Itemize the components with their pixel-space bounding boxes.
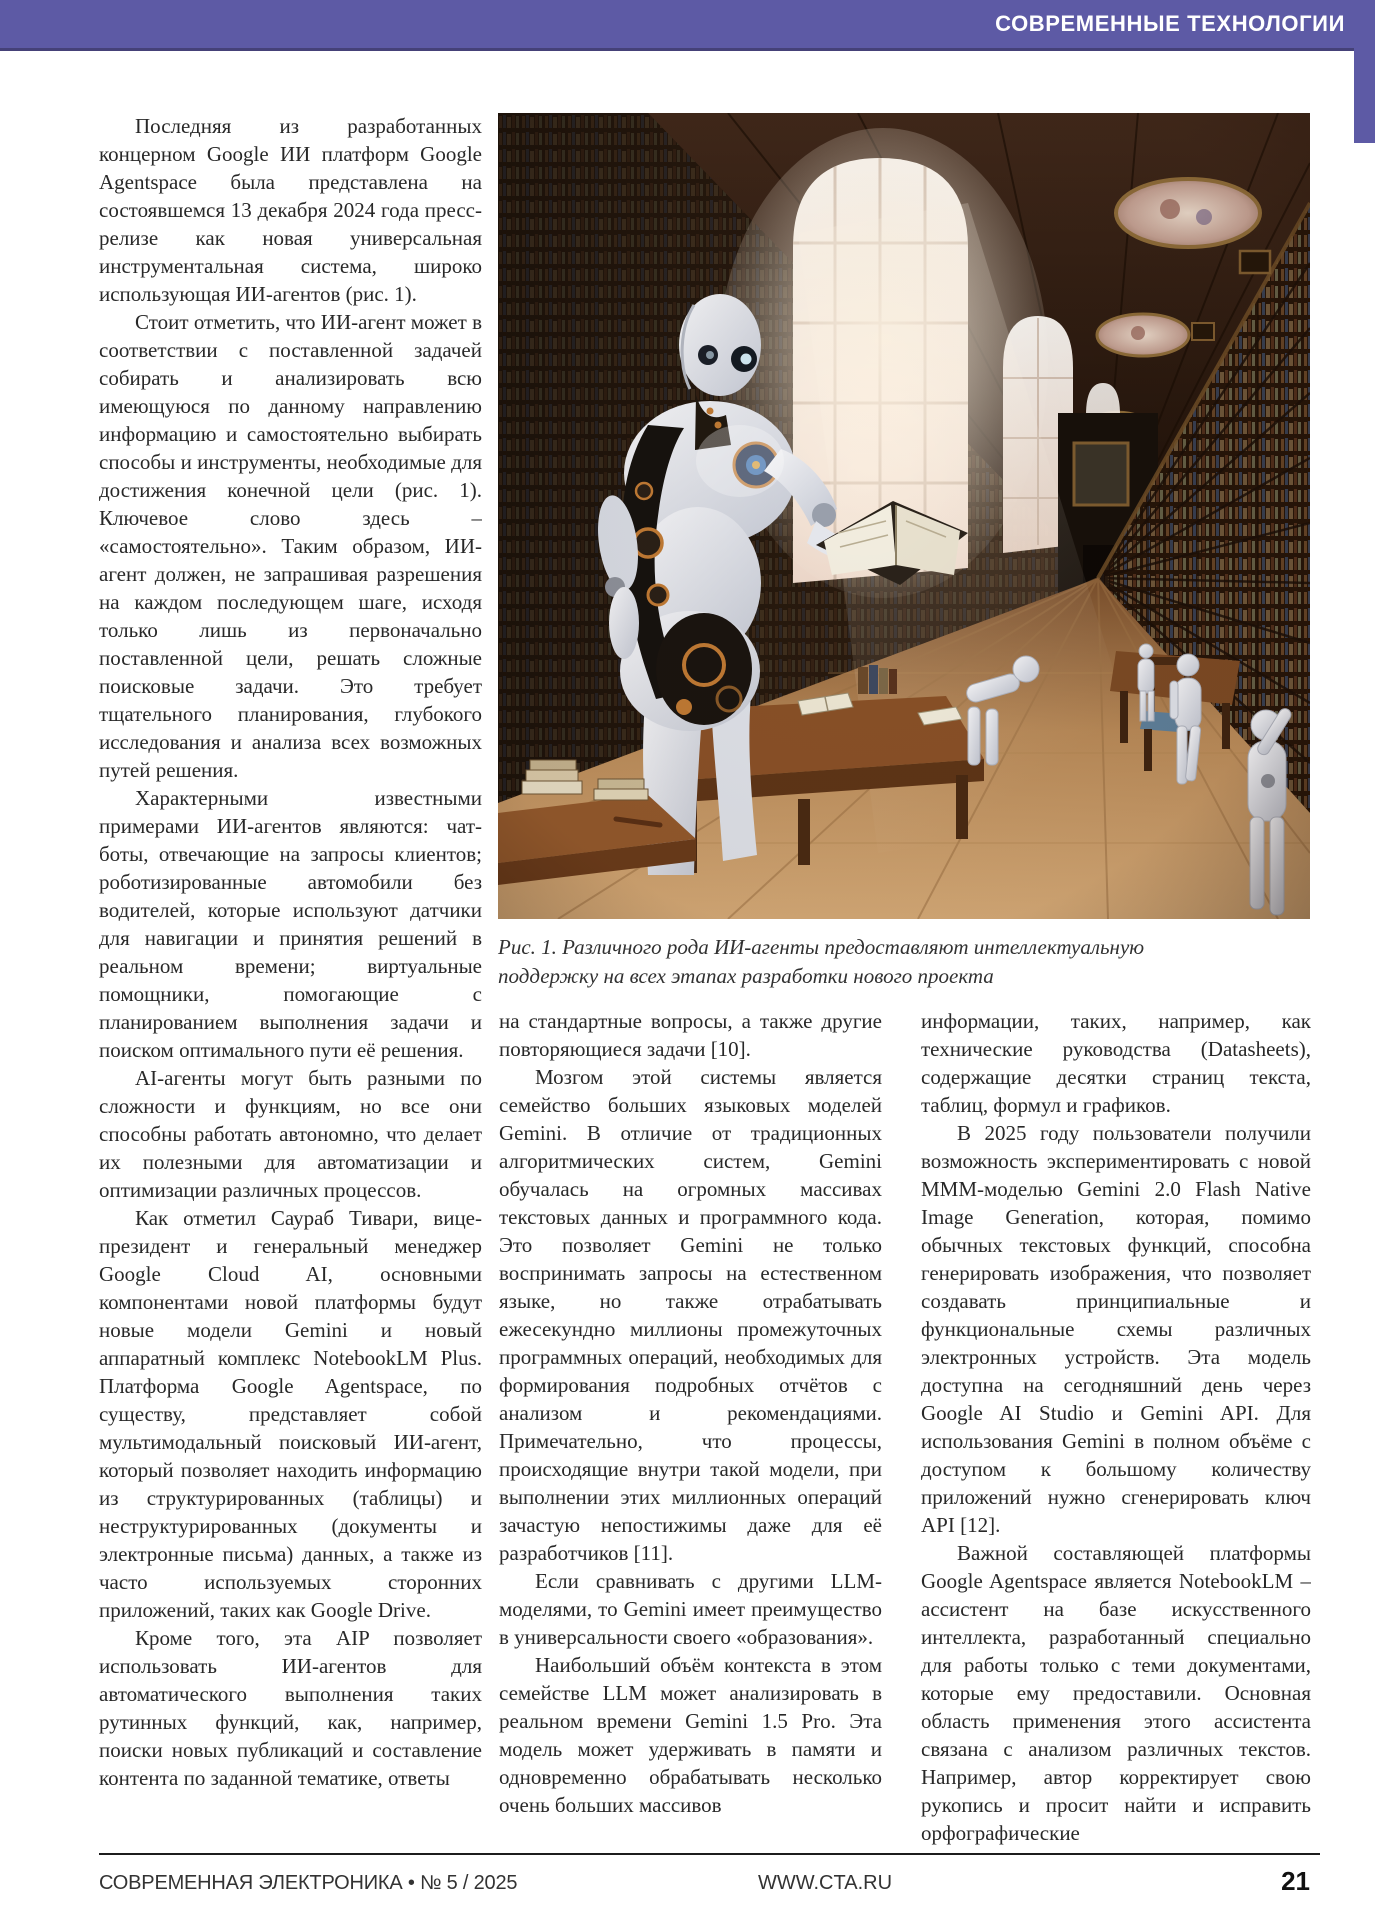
paragraph: Мозгом этой системы является семейство больших языковых моделей Gemini. В отличие от традиционных алгоритмических систем, Gemini обучалась на огромных массивах текстовых данных и программного кода. Это позволяет Gemini не только воспринимать запросы на естественном языке, но также отрабатывать ежесекундно миллионы промежуточных программных операций, необходимых для формирования подробных отчётов с анализом и рекомендациями. Примечательно, что процессы, происходящие внутри такой модели, при выполнении этих миллионных операций зачастую непостижимы даже для её разработчиков [11].: [499, 1065, 882, 1565]
vignette-overlay: [498, 113, 1310, 919]
paragraph: Важной составляющей платформы Google Agentspace является NotebookLM – ассистент на базе искусственного интеллекта, разработанный специально для работы только с теми документами, которые ему предоставили. Основная область применения этого ассистента связана с анализом различных текстов. Например, автор корректирует свою рукопись и просит найти и исправить орфографические: [921, 1541, 1311, 1845]
website-label: WWW.CTA.RU: [757, 1872, 893, 1894]
figure-image-ai-library: [498, 113, 1310, 919]
paragraph: информации, таких, например, как технические руководства (Datasheets), содержащие десятки страниц текста, таблиц, формул и графиков.: [921, 1009, 1311, 1117]
section-header-bar: [0, 0, 1375, 51]
paragraph: на стандартные вопросы, а также другие повторяющиеся задачи [10].: [499, 1009, 882, 1061]
figure-caption: Рис. 1. Различного рода ИИ-агенты предоставляют интеллектуальную поддержку на всех этапах разработки нового проекта: [498, 935, 1145, 988]
text-column-1: [99, 112, 482, 1852]
journal-issue-label: СОВРЕМЕННАЯ ЭЛЕКТРОНИКА • № 5 / 2025: [99, 1872, 518, 1894]
paragraph: Характерными известными примерами ИИ-агентов являются: чат-боты, отвечающие на запросы клиентов; роботизированные автомобили без водителей, которые используют датчики для навигации и принятия решений в реальном времени; виртуальные помощники, помогающие с планированием выполнения задачи и поиском оптимального пути её решения.: [99, 786, 482, 1062]
paragraph: Кроме того, эта AIP позволяет использовать ИИ-агентов для автоматического выполнения таких рутинных функций, как, например, поиски новых публикаций и составление контента по заданной тематике, ответы: [99, 1626, 482, 1790]
paragraph: Наибольший объём контекста в этом семействе LLM может анализировать в реальном времени Gemini 1.5 Pro. Эта модель может удерживать в памяти и одновременно обрабатывать несколько очень больших массивов: [499, 1653, 882, 1817]
paragraph: Если сравнивать с другими LLM-моделями, то Gemini имеет преимущество в универсальности своего «образования».: [499, 1569, 882, 1649]
paragraph: Как отметил Саураб Тивари, вице-президент и генеральный менеджер Google Cloud AI, основными компонентами новой платформы будут новые модели Gemini и новый аппаратный комплекс NotebookLM Plus. Платформа Google Agentspace, по существу, представляет собой мультимодальный поисковый ИИ-агент, который позволяет находить информацию из структурированных (таблицы) и неструктурированных (документы и электронные письма) данных, а также из часто используемых сторонних приложений, таких как Google Drive.: [99, 1206, 482, 1622]
paragraph: В 2025 году пользователи получили возможность экспериментировать с новой МММ-моделью Gemini 2.0 Flash Native Image Generation, которая, помимо обычных текстовых функций, способна генерировать изображения, что позволяет создавать принципиальные и функциональные схемы различных электронных устройств. Эта модель доступна на сегодняшний день через Google AI Studio и Gemini API. Для использования Gemini в полном объёме с доступом к большому количеству приложений нужно сгенерировать ключ API [12].: [921, 1121, 1311, 1537]
library-scene-illustration: [498, 113, 1310, 919]
text-column-3: [921, 1007, 1311, 1849]
footer-divider: [99, 1853, 1320, 1855]
edge-tab: [1354, 0, 1375, 143]
figure-1: [498, 113, 1310, 991]
section-title: СОВРЕМЕННЫЕ ТЕХНОЛОГИИ: [995, 11, 1345, 36]
paragraph: Последняя из разработанных концерном Google ИИ платформ Google Agentspace была представлена на состоявшемся 13 декабря 2024 года пресс-релизе как новая универсальная инструментальная система, широко использующая ИИ-агентов (рис. 1).: [99, 114, 482, 306]
page-number: 21: [1281, 1866, 1310, 1896]
text-column-2: [499, 1007, 882, 1849]
paragraph: AI-агенты могут быть разными по сложности и функциям, но все они способны работать автономно, что делает их полезными для автоматизации и оптимизации различных процессов.: [99, 1066, 482, 1202]
paragraph: Стоит отметить, что ИИ-агент может в соответствии с поставленной задачей собирать и анализировать всю имеющуюся по данному направлению информацию и самостоятельно выбирать способы и инструменты, необходимые для достижения конечной цели (рис. 1). Ключевое слово здесь – «самостоятельно». Таким образом, ИИ-агент должен, не запрашивая разрешения на каждом последующем шаге, исходя только лишь из первоначально поставленной цели, решать сложные поисковые задачи. Это требует тщательного планирования, глубокого исследования и анализа всех возможных путей решения.: [99, 310, 482, 782]
